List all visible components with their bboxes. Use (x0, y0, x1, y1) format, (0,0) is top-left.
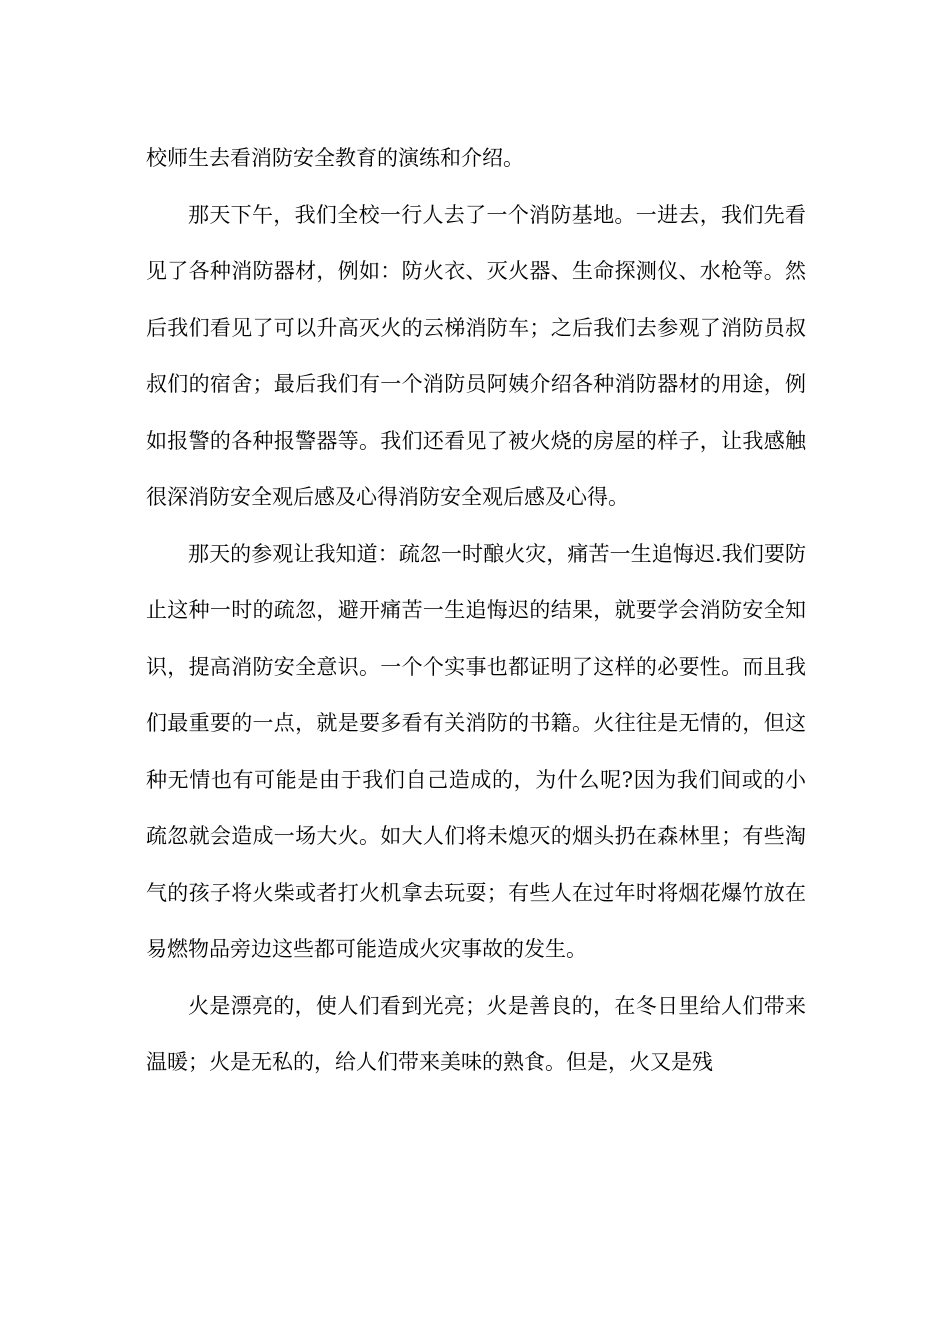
paragraph-2: 那天下午，我们全校一行人去了一个消防基地。一进去，我们先看见了各种消防器材，例如：防火衣、灭火器、生命探测仪、水枪等。然后我们看见了可以升高灭火的云梯消防车；之后我们去参观了消防员叔叔们的宿舍；最后我们有一个消防员阿姨介绍各种消防器材的用途，例如报警的各种报警器等。我们还看见了被火烧的房屋的样子，让我感触很深消防安全观后感及心得消防安全观后感及心得。 (146, 202, 806, 509)
paragraph-4: 火是漂亮的，使人们看到光亮；火是善良的，在冬日里给人们带来温暖；火是无私的，给人们带来美味的熟食。但是，火又是残 (146, 993, 806, 1074)
document-body (146, 130, 806, 1091)
paragraph-3: 那天的参观让我知道：疏忽一时酿火灾，痛苦一生追悔迟.我们要防止这种一时的疏忽，避开痛苦一生追悔迟的结果，就要学会消防安全知识，提高消防安全意识。一个个实事也都证明了这样的必要性。而且我们最重要的一点，就是要多看有关消防的书籍。火往往是无情的，但这种无情也有可能是由于我们自己造成的，为什么呢?因为我们间或的小疏忽就会造成一场大火。如大人们将未熄灭的烟头扔在森林里；有些淘气的孩子将火柴或者打火机拿去玩耍；有些人在过年时将烟花爆竹放在易燃物品旁边这些都可能造成火灾事故的发生。 (146, 541, 806, 961)
paragraph-1: 校师生去看消防安全教育的演练和介绍。 (146, 146, 524, 170)
